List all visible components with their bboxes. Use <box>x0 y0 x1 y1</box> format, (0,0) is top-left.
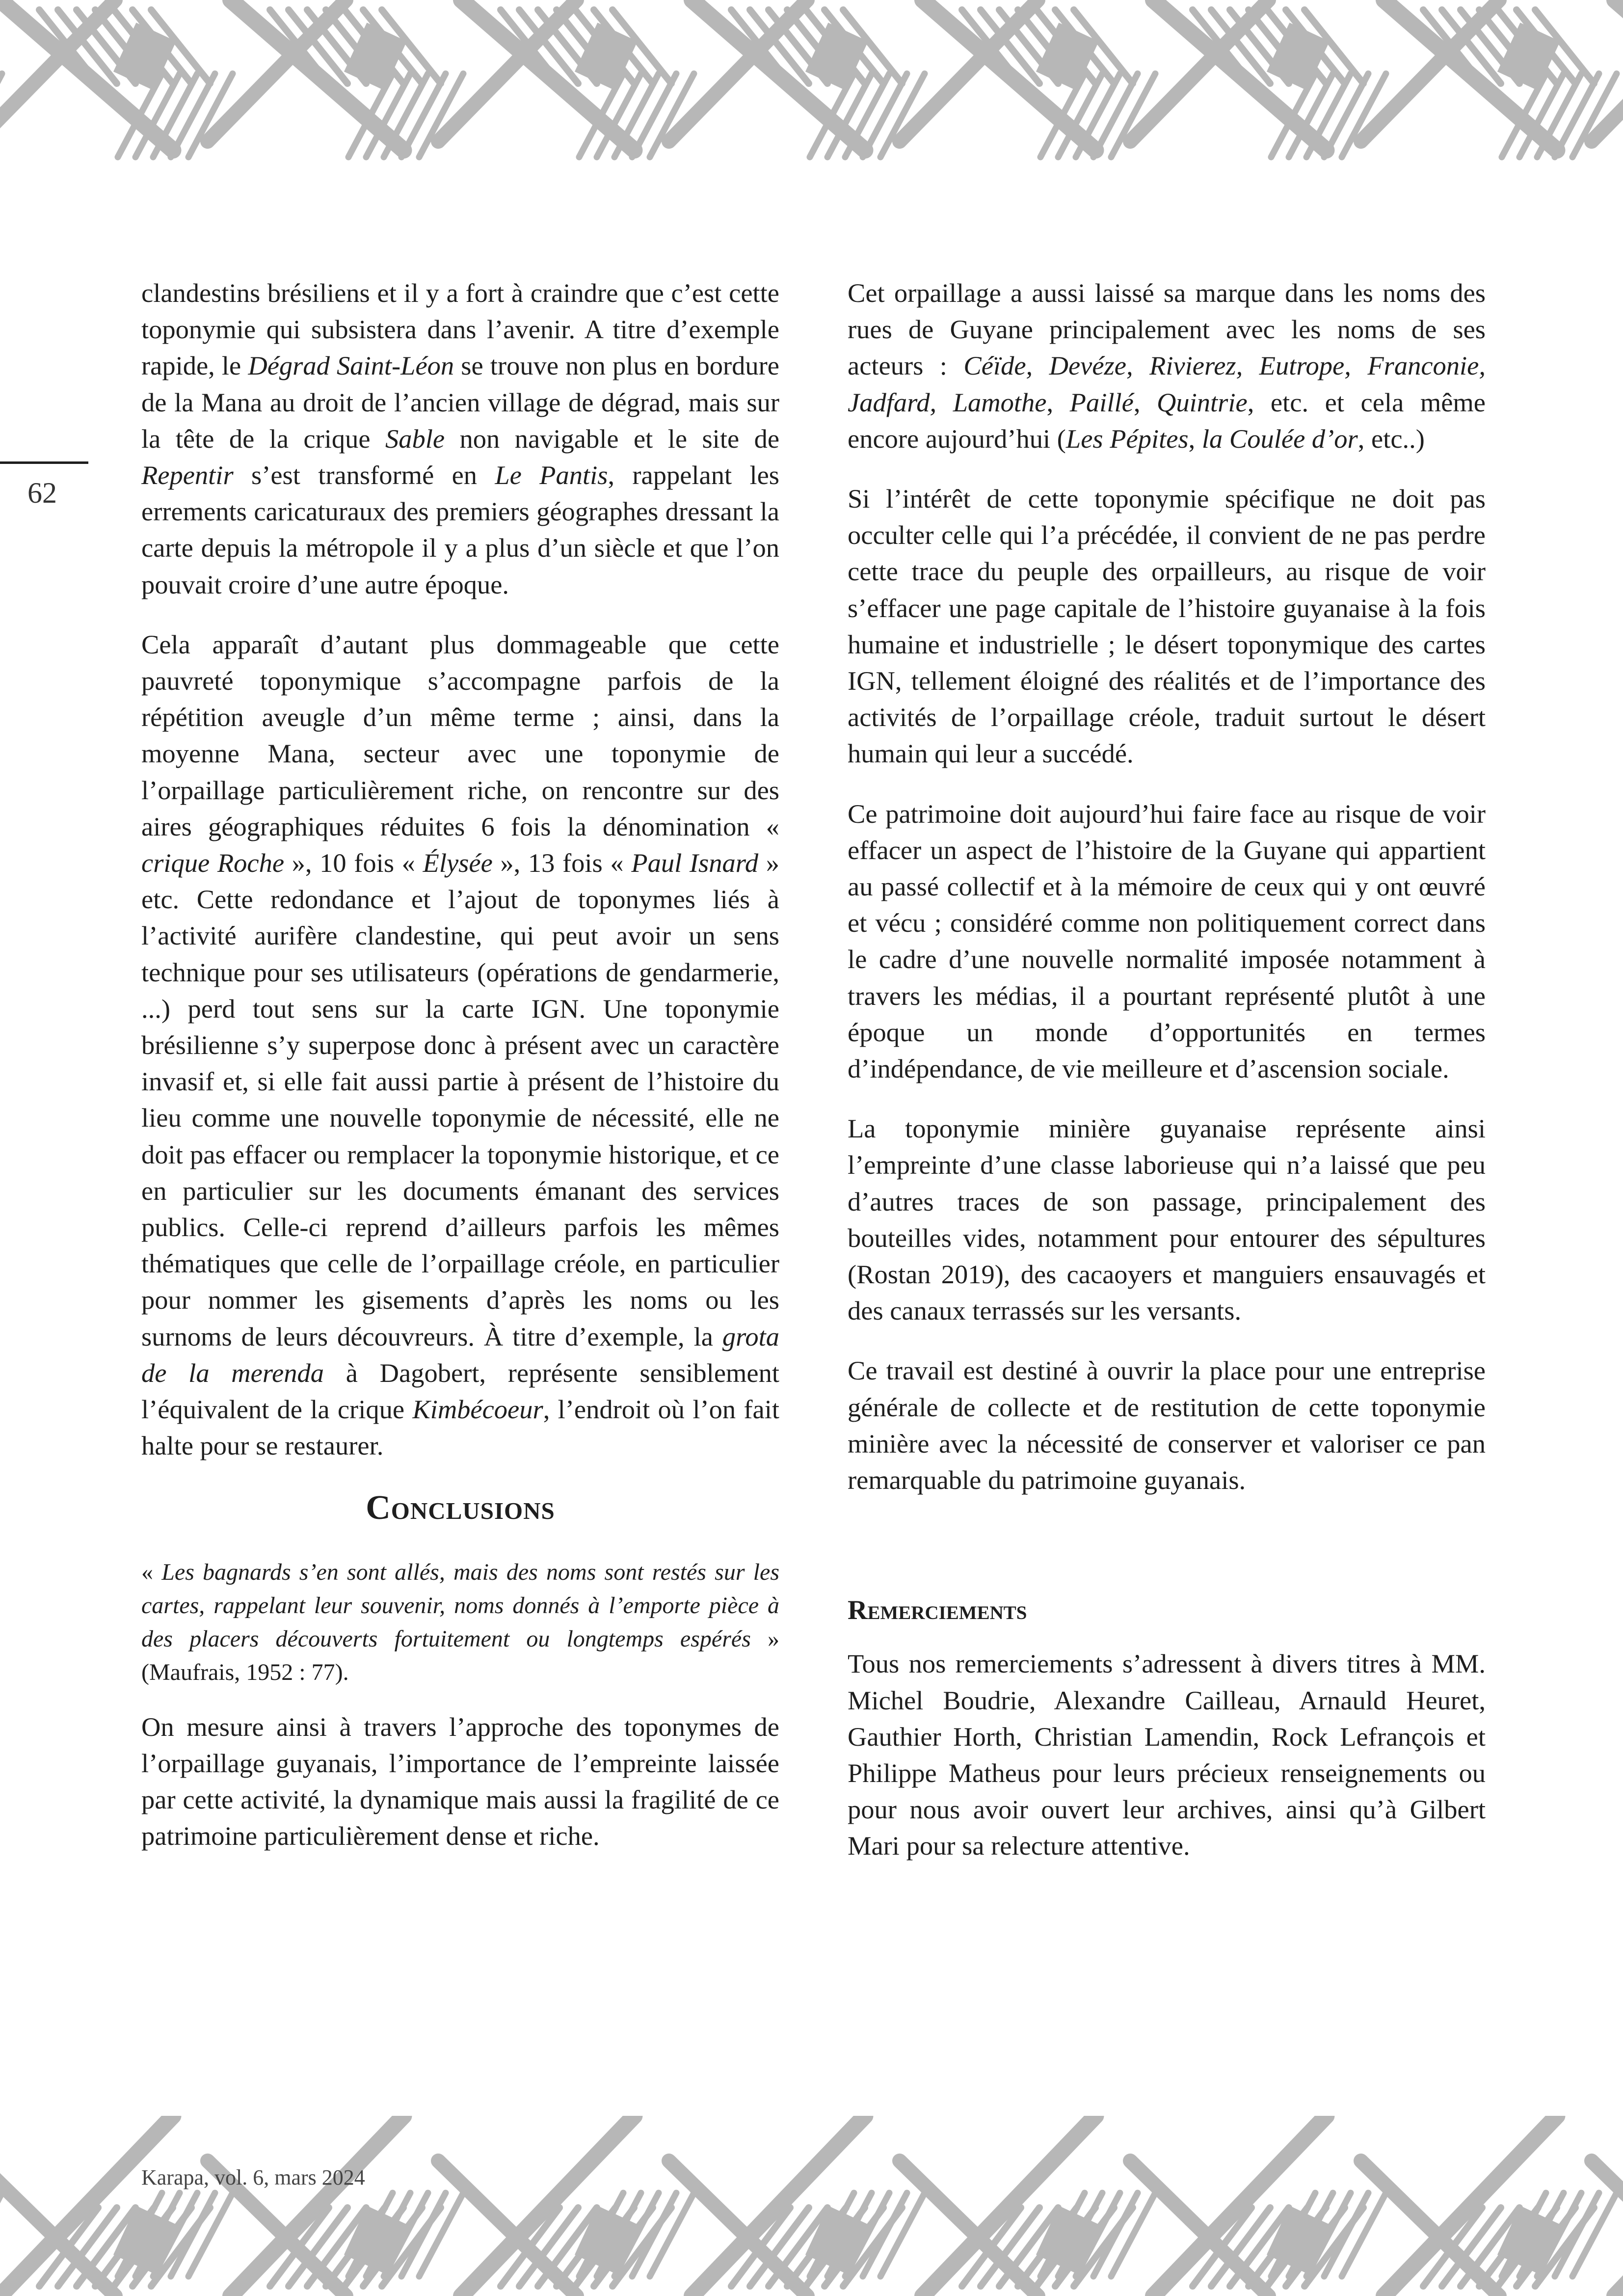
conclusions-heading: Conclusions <box>366 1488 555 1527</box>
woven-pattern-icon <box>0 0 1623 177</box>
maufrais-quote: « Les bagnards s’en sont allés, mais des noms sont restés sur les cartes, rappelant leur souvenir, noms donnés à l’emporte pièce à des placers découverts fortuitement ou longtemps espérés » (Maufrais, 1952 : 77). <box>141 1559 780 1685</box>
journal-footer: Karapa, vol. 6, mars 2024 <box>141 2165 365 2189</box>
right-paragraph-4: La toponymie minière guyanaise représente ainsi l’empreinte d’une classe laborieuse qui n’a laissé que peu d’autres traces de son passage, principalement des bouteilles vides, notamment pour entourer des sépultures (Rostan 2019), des cacaoyers et manguiers ensauvagés et des canaux terrassés sur les versants. <box>848 1113 1486 1326</box>
page-number-marker <box>0 461 88 509</box>
right-paragraph-1: Cet orpaillage a aussi laissé sa marque dans les noms des rues de Guyane principalement avec les noms de ses acteurs : Céïde, Devéze, Rivierez, Eutrope, Franconie, Jadfard, Lamothe, Paillé, Quintrie, etc. et cela même encore aujourd’hui (Les Pépites, la Coulée d’or, etc..) <box>848 278 1486 454</box>
right-column <box>848 275 1486 1888</box>
left-paragraph-2: Cela apparaît d’autant plus dommageable que cette pauvreté toponymique s’accompagne parfois de la répétition aveugle d’un même terme ; ainsi, dans la moyenne Mana, secteur avec une toponymie de l’orpaillage particulièrement riche, on rencontre sur des aires géographiques réduites 6 fois la dénomination « crique Roche », 10 fois « Élysée », 13 fois « Paul Isnard » etc. Cette redondance et l’ajout de toponymes liés à l’activité aurifère clandestine, qui peut avoir un sens technique pour ses utilisateurs (opérations de gendarmerie, ...) perd tout sens sur la carte IGN. Une toponymie brésilienne s’y superpose donc à présent avec un caractère invasif et, si elle fait aussi partie à présent de l’histoire du lieu comme une nouvelle toponymie de nécessité, elle ne doit pas effacer ou remplacer la toponymie historique, et ce en particulier sur les documents émanant des services publics. Celle-ci reprend d’ailleurs parfois les mêmes thématiques que celle de l’orpaillage créole, en particulier pour nommer les gisements d’après les noms ou les surnoms de leurs découvreurs. À titre d’exemple, la grota de la merenda à Dagobert, représente sensiblement l’équivalent de la crique Kimbécoeur, l’endroit où l’on fait halte pour se restaurer. <box>141 629 780 1461</box>
left-paragraph-1: clandestins brésiliens et il y a fort à craindre que c’est cette toponymie qui subsistera dans l’avenir. A titre d’exemple rapide, le Dégrad Saint-Léon se trouve non plus en bordure de la Mana au droit de l’ancien village de dégrad, mais sur la tête de la crique Sable non navigable et le site de Repentir s’est transformé en Le Pantis, rappelant les errements caricaturaux des premiers géographes dressant la carte depuis la métropole il y a plus d’un siècle et que l’on pouvait croire d’une autre époque. <box>141 278 780 599</box>
right-paragraph-3: Ce patrimoine doit aujourd’hui faire face au risque de voir effacer un aspect de l’histoire de la Guyane qui appartient au passé collectif et à la mémoire de ceux qui y ont œuvré et vécu ; considéré comme non politiquement correct dans le cadre d’une nouvelle normalité imposée notamment à travers les médias, il a pourtant représenté plutôt à une époque un monde d’opportunités en termes d’indépendance, de vie meilleure et d’ascension sociale. <box>848 798 1486 1084</box>
right-paragraph-5: Ce travail est destiné à ouvrir la place pour une entreprise générale de collecte et de restitution de cette toponymie minière avec la nécessité de conserver et valoriser ce pan remarquable du patrimoine guyanais. <box>848 1355 1486 1495</box>
left-column <box>141 275 779 1878</box>
top-decorative-band <box>0 0 1623 177</box>
bottom-decorative-band <box>0 2116 1623 2296</box>
remerciements-heading: Remerciements <box>848 1595 1027 1626</box>
right-paragraph-2: Si l’intérêt de cette toponymie spécifique ne doit pas occulter celle qui l’a précédée, il convient de ne pas perdre cette trace du peuple des orpailleurs, au risque de voir s’effacer une page capitale de l’histoire guyanaise à la fois humaine et industrielle ; le désert toponymique des cartes IGN, tellement éloigné des réalités et de l’importance des activités de l’orpaillage créole, traduit surtout le désert humain qui leur a succédé. <box>848 484 1486 769</box>
page-number: 62 <box>27 477 57 509</box>
left-paragraph-3: On mesure ainsi à travers l’approche des toponymes de l’orpaillage guyanais, l’importance de l’empreinte laissée par cette activité, la dynamique mais aussi la fragilité de ce patrimoine particulièrement dense et riche. <box>141 1711 779 1851</box>
woven-pattern-icon <box>0 2116 1623 2296</box>
acknowledgements-paragraph: Tous nos remerciements s’adressent à divers titres à MM. Michel Boudrie, Alexandre Cailleau, Arnauld Heuret, Gauthier Horth, Christian Lamendin, Rock Lefrançois et Philippe Matheus pour leurs précieux renseignements ou pour nous avoir ouvert leur archives, ainsi qu’à Gilbert Mari pour sa relecture attentive. <box>848 1648 1486 1861</box>
page-number-rule <box>0 461 88 464</box>
